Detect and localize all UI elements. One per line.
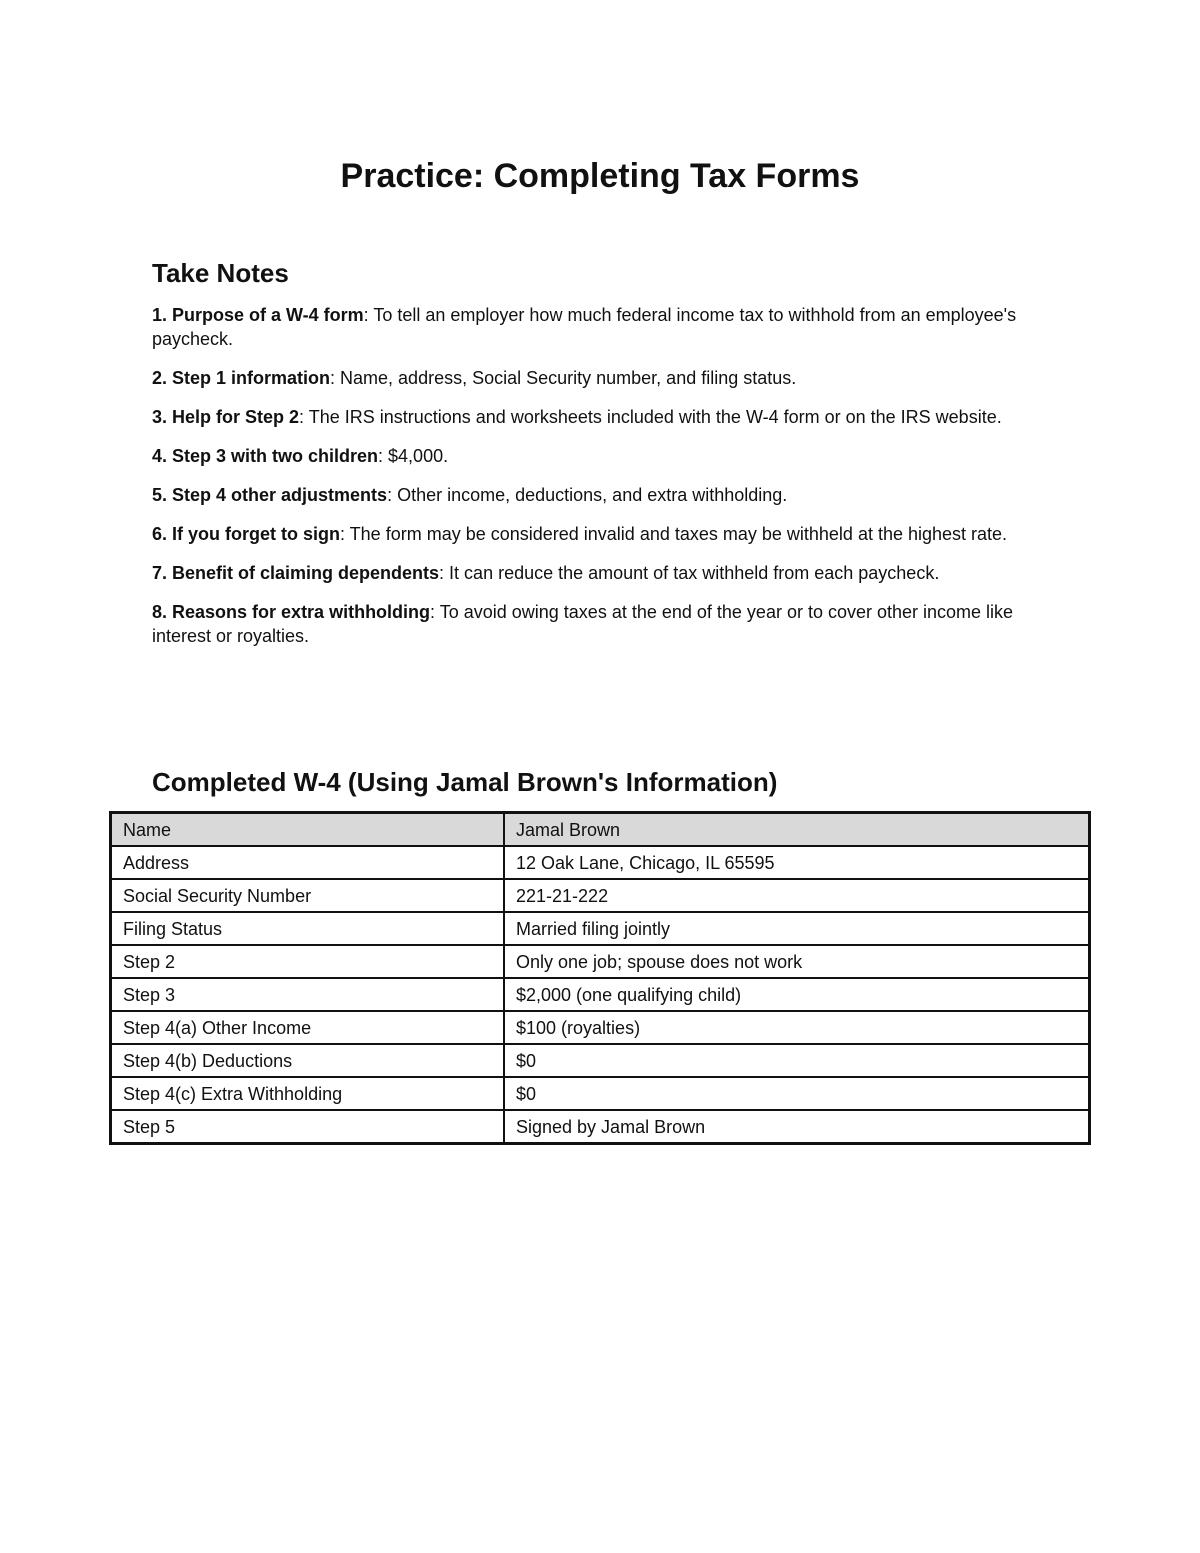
value-cell: $2,000 (one qualifying child) [504,978,1090,1011]
note-item [152,561,1052,585]
value-cell: $0 [504,1077,1090,1110]
note-text: : To tell an employer how much federal income tax to withhold from an employee's paycheck. [152,305,1017,349]
note-text: : The form may be considered invalid and taxes may be withheld at the highest rate. [340,524,1008,544]
value-cell: $0 [504,1044,1090,1077]
field-cell: Social Security Number [111,879,505,912]
note-item [152,522,1052,546]
table-row [111,813,1090,847]
value-cell: Signed by Jamal Brown [504,1110,1090,1144]
table-row [111,978,1090,1011]
note-label: 2. Step 1 information [152,368,331,388]
note-label: 1. Purpose of a W-4 form [152,305,364,325]
note-item [152,303,1052,351]
field-cell: Step 4(b) Deductions [111,1044,505,1077]
note-text: : Other income, deductions, and extra withholding. [387,485,788,505]
note-item [152,483,1052,507]
note-label: 4. Step 3 with two children [152,446,379,466]
table-row [111,945,1090,978]
field-cell: Filing Status [111,912,505,945]
value-cell: Jamal Brown [504,813,1090,847]
note-text: : $4,000. [378,446,449,466]
table-row [111,1110,1090,1144]
field-cell: Step 4(a) Other Income [111,1011,505,1044]
table-row [111,1077,1090,1110]
table-row [111,1011,1090,1044]
table-row [111,846,1090,879]
field-cell: Name [111,813,505,847]
field-cell: Step 5 [111,1110,505,1144]
w4-table [109,811,1091,1145]
table-row [111,912,1090,945]
note-text: : Name, address, Social Security number, and filing status. [330,368,797,388]
table-row [111,1044,1090,1077]
table-row [111,879,1090,912]
value-cell: Married filing jointly [504,912,1090,945]
page-title: Practice: Completing Tax Forms [340,157,860,195]
note-label: 6. If you forget to sign [152,524,340,544]
note-text: : It can reduce the amount of tax withheld from each paycheck. [439,563,940,583]
note-text: : The IRS instructions and worksheets included with the W-4 form or on the IRS website. [299,407,1002,427]
note-label: 5. Step 4 other adjustments [152,485,388,505]
note-item [152,444,1052,468]
note-label: 3. Help for Step 2 [152,407,300,427]
note-label: 8. Reasons for extra withholding [152,602,431,622]
field-cell: Step 3 [111,978,505,1011]
note-item [152,600,1052,648]
take-notes-heading: Take Notes [152,258,289,288]
field-cell: Step 2 [111,945,505,978]
value-cell: Only one job; spouse does not work [504,945,1090,978]
field-cell: Step 4(c) Extra Withholding [111,1077,505,1110]
w4-heading: Completed W-4 (Using Jamal Brown's Information) [152,767,778,797]
note-item [152,405,1052,429]
note-item [152,366,1052,390]
value-cell: 12 Oak Lane, Chicago, IL 65595 [504,846,1090,879]
note-text: : To avoid owing taxes at the end of the year or to cover other income like interest or royalties. [152,602,1014,646]
value-cell: $100 (royalties) [504,1011,1090,1044]
note-label: 7. Benefit of claiming dependents [152,563,440,583]
field-cell: Address [111,846,505,879]
notes-list [152,303,1052,663]
value-cell: 221-21-222 [504,879,1090,912]
